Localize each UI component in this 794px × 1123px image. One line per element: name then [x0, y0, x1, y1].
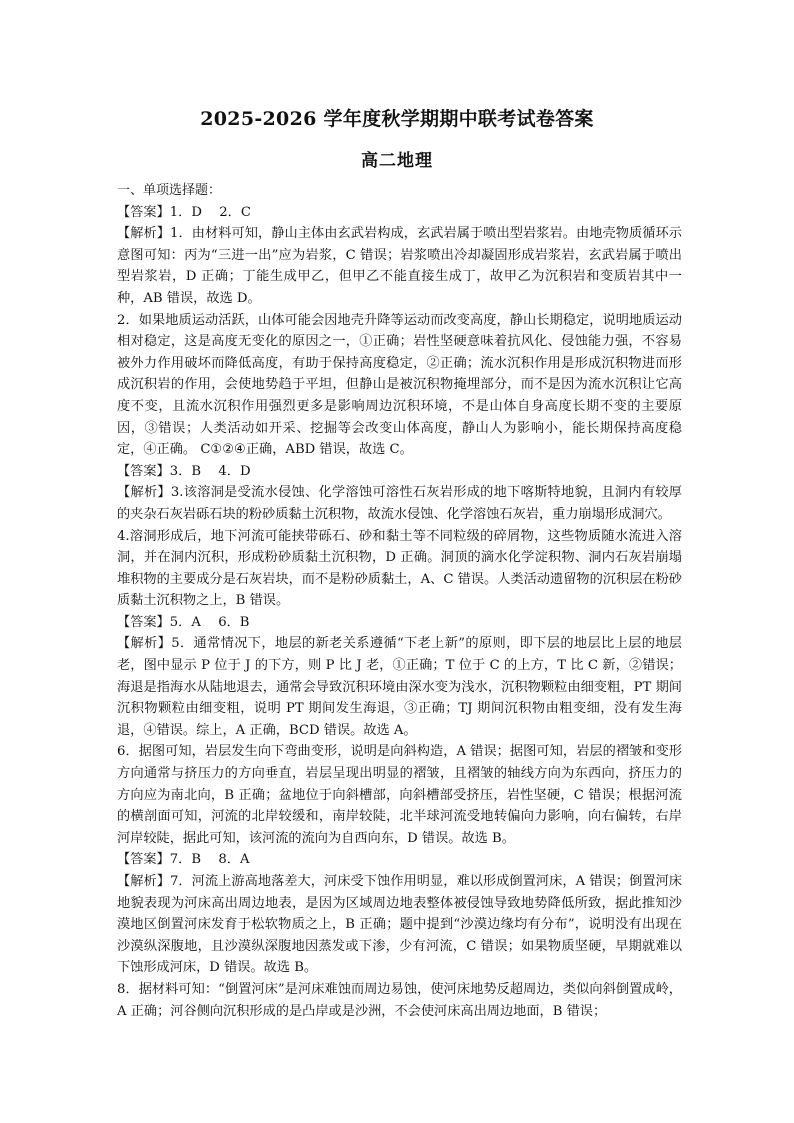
- document-title: 2025-2026 学年度秋学期期中联考试卷答案: [200, 108, 594, 130]
- answer-key-5-6: 【答案】5．A 6．B: [117, 614, 250, 630]
- explanation-q4: 4.溶洞形成后，地下河流可能挟带砾石、砂和黏土等不同粒级的碎屑物，这些物质随水流进入溶洞，并在洞内沉积，形成粉砂质黏土沉积物，D 正确。洞顶的滴水化学淀积物、洞内石灰岩崩塌堆积物的主要成分是石灰岩块，而不是粉砂质黏土，A、C 错误。人类活动遗留物的沉积层在粉砂质黏土沉积物之上，B 错误。: [117, 528, 682, 609]
- explanation-q7: 【解析】7．河流上游高地落差大，河床受下蚀作用明显，难以形成倒置河床，A 错误；倒置河床地貌表现为河床高出周边地表，是因为区域周边地表整体被侵蚀导致地势降低所致，据此推知沙漠地区倒置河床发育于松软物质之上，B 正确；题中提到“沙漠边缘均有分布”，说明没有出现在沙漠纵深腹地，且沙漠纵深腹地因蒸发或下渗，少有河流，C 错误；如果物质坚硬，早期就难以下蚀形成河床，D 错误。故选 B。: [117, 874, 682, 976]
- explanation-q2: 2．如果地质运动活跃，山体可能会因地壳升降等运动而改变高度，静山长期稳定，说明地质运动相对稳定，这是高度无变化的原因之一，①正确；岩性坚硬意味着抗风化、侵蚀能力强，不容易被外力作用破坏而降低高度，有助于保持高度稳定，②正确；流水沉积作用是形成沉积物进而形成沉积岩的作用，会使地势趋于平坦，但静山是被沉积物掩埋部分，而不是因为流水沉积让它高度不变，且流水沉积作用强烈更多是影响周边沉积环境，不是山体自身高度长期不变的主要原因，③错误；人类活动如开采、挖掘等会改变山体高度，静山人为影响小，能长期保持高度稳定，④正确。 C①②④正确，ABD 错误，故选 C。: [117, 312, 682, 458]
- explanation-q6: 6．据图可知，岩层发生向下弯曲变形，说明是向斜构造，A 错误；据图可知，岩层的褶皱和变形方向通常与挤压力的方向垂直，岩层呈现出明显的褶皱，且褶皱的轴线方向为东西向，挤压力的方向应为南北向，B 正确；盆地位于向斜槽部，向斜槽部受挤压，岩性坚硬，C 错误；根据河流的横剖面可知，河流的北岸较缓和，南岸较陡，北半球河流受地转偏向力影响，向右偏转，右岸河岸较陡，据此可知，该河流的流向为自西向东，D 错误。故选 B。: [117, 744, 682, 846]
- explanation-q5: 【解析】5．通常情况下，地层的新老关系遵循“下老上新”的原则，即下层的地层比上层的地层老，图中显示 P 位于 J 的下方，则 P 比 J 老，①正确；T 位于 C 的上方，T 比 C 新，②错误；海退是指海水从陆地退去，通常会导致沉积环境由深水变为浅水，沉积物颗粒由细变粗，PT 期间沉积物颗粒由细变粗，说明 PT 期间发生海退，③正确；TJ 期间沉积物由粗变细，没有发生海退，④错误。综上，A 正确，BCD 错误。故选 A。: [117, 636, 682, 738]
- explanation-q8: 8．据材料可知：“倒置河床”是河床难蚀而周边易蚀，使河床地势反超周边，类似向斜倒置成岭，A 正确；河谷侧向沉积形成的是凸岸或是沙洲，不会使河床高出周边地面，B 错误；: [117, 981, 682, 1019]
- document-subtitle: 高二地理: [361, 151, 433, 171]
- answer-key-7-8: 【答案】7．B 8．A: [117, 852, 250, 868]
- answer-key-1-2: 【答案】1．D 2．C: [117, 204, 251, 220]
- explanation-q1: 【解析】1．由材料可知，静山主体由玄武岩构成，玄武岩属于喷出型岩浆岩。由地壳物质循环示意图可知：丙为“三进一出”应为岩浆，C 错误；岩浆喷出冷却凝固形成岩浆岩，玄武岩属于喷出型岩浆岩，D 正确；丁能生成甲乙，但甲乙不能直接生成丁，故甲乙为沉积岩和变质岩其中一种，AB 错误，故选 D。: [117, 226, 682, 306]
- explanation-q3: 【解析】3.该溶洞是受流水侵蚀、化学溶蚀可溶性石灰岩形成的地下喀斯特地貌，且洞内有较厚的夹杂石灰岩砾石块的粉砂质黏土沉积物，故流水侵蚀、化学溶蚀石灰岩，重力崩塌形成洞穴。: [117, 485, 682, 522]
- answer-key-3-4: 【答案】3．B 4．D: [117, 463, 251, 479]
- answer-content: [117, 180, 682, 1022]
- section-heading: 一、单项选择题：: [117, 183, 222, 198]
